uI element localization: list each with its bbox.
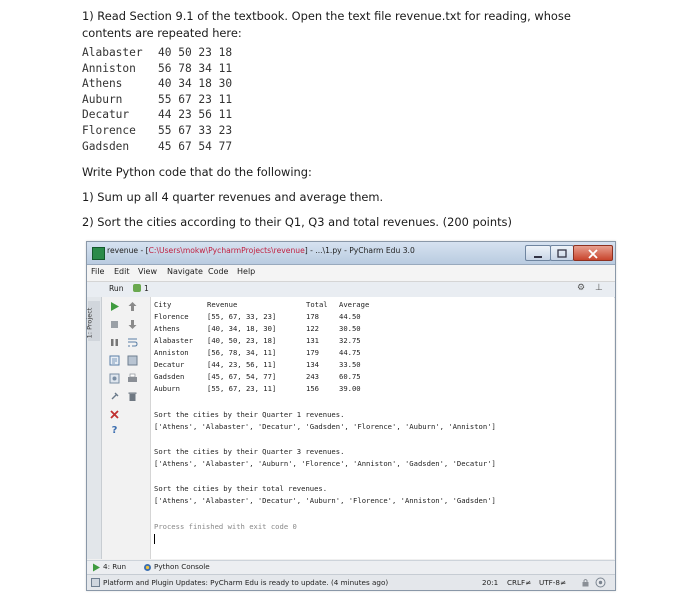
row-total: 179 (306, 348, 319, 357)
row-city: Decatur (154, 360, 185, 369)
pin-icon[interactable] (109, 391, 120, 402)
revenue-city: Auburn (82, 92, 123, 106)
pause-icon[interactable] (109, 337, 120, 348)
header-total: Total (306, 300, 328, 309)
run-toolbar (102, 297, 151, 559)
header-average: Average (339, 300, 370, 309)
menu-view[interactable]: View (138, 267, 157, 276)
menu-code[interactable]: Code (208, 267, 229, 276)
revenue-file-contents (82, 45, 232, 154)
revenue-city: Alabaster (82, 46, 143, 59)
line-separator[interactable]: CRLF≠ (507, 578, 532, 587)
q1-heading: Sort the cities by their Quarter 1 revenues. (154, 410, 345, 419)
row-revenue: [40, 50, 23, 18] (207, 336, 277, 345)
revenue-row (82, 107, 232, 123)
instruction-text: Write Python code that do the following: (82, 165, 312, 179)
row-revenue: [44, 23, 56, 11] (207, 360, 277, 369)
row-average: 32.75 (339, 336, 361, 345)
pycharm-app-icon (92, 247, 105, 260)
revenue-row (82, 76, 232, 92)
status-message[interactable]: Platform and Plugin Updates: PyCharm Edu is ready to update. (4 minutes ago) (103, 578, 389, 587)
minimize-icon (526, 247, 550, 261)
revenue-city: Gadsden (82, 139, 130, 153)
dump-threads-icon[interactable] (109, 355, 120, 366)
total-result: ['Athens', 'Alabaster', 'Decatur', 'Auburn', 'Florence', 'Anniston', 'Gadsden'] (154, 496, 496, 505)
header-revenue: Revenue (207, 300, 238, 309)
print-icon[interactable] (127, 373, 138, 384)
project-tab[interactable] (85, 301, 100, 341)
lock-icon[interactable] (581, 578, 590, 587)
row-average: 44.75 (339, 348, 361, 357)
close-icon (574, 247, 612, 261)
pycharm-window (86, 241, 616, 591)
revenue-values: 40 34 18 30 (158, 77, 233, 91)
row-city: Anniston (154, 348, 189, 357)
row-city: Athens (154, 324, 180, 333)
run-tab-icon (92, 563, 101, 572)
revenue-values: 44 23 56 11 (158, 108, 233, 122)
cursor-position[interactable]: 20:1 (482, 578, 499, 587)
menu-bar (87, 265, 615, 282)
row-revenue: [55, 67, 23, 11] (207, 384, 277, 393)
minimize-button[interactable] (525, 245, 551, 261)
row-average: 33.50 (339, 360, 361, 369)
revenue-row (82, 61, 232, 77)
revenue-values: 40 50 23 18 (158, 46, 233, 59)
task-1-text: 1) Sum up all 4 quarter revenues and average them. (82, 190, 384, 204)
row-city: Alabaster (154, 336, 193, 345)
q3-result: ['Athens', 'Alabaster', 'Auburn', 'Florence', 'Anniston', 'Gadsden', 'Decatur'] (154, 459, 496, 468)
rerun-icon[interactable] (109, 301, 120, 312)
settings-icon[interactable] (109, 373, 120, 384)
maximize-button[interactable] (550, 245, 574, 261)
run-label: Run (109, 284, 124, 293)
soft-wrap-icon[interactable] (127, 337, 138, 348)
question-title: 1) Read Section 9.1 of the textbook. Open the text file revenue.txt for reading, whose contents are repeated here: (82, 9, 571, 40)
revenue-city: Florence (82, 123, 136, 137)
tool-windows-icon[interactable] (91, 578, 100, 587)
row-total: 122 (306, 324, 319, 333)
run-tool-tab[interactable]: 4: Run (103, 562, 127, 571)
menu-help[interactable]: Help (237, 267, 256, 276)
menu-navigate[interactable]: Navigate (167, 267, 203, 276)
row-city: Auburn (154, 384, 180, 393)
menu-edit[interactable]: Edit (114, 267, 130, 276)
file-encoding[interactable]: UTF-8≠ (539, 578, 566, 587)
row-total: 134 (306, 360, 319, 369)
exit-message: Process finished with exit code 0 (154, 522, 297, 531)
revenue-values: 55 67 33 23 (158, 123, 233, 137)
row-average: 44.50 (339, 312, 361, 321)
run-console-output (151, 297, 614, 559)
text-cursor (154, 534, 155, 544)
revenue-row (82, 92, 232, 108)
row-average: 30.50 (339, 324, 361, 333)
q1-result: ['Athens', 'Alabaster', 'Decatur', 'Gadsden', 'Florence', 'Auburn', 'Anniston'] (154, 422, 496, 431)
header-city: City (154, 300, 172, 309)
row-average: 39.00 (339, 384, 361, 393)
revenue-city: Decatur (82, 108, 130, 122)
close-button[interactable] (573, 245, 613, 261)
row-revenue: [55, 67, 33, 23] (207, 312, 277, 321)
task-2-text: 2) Sort the cities according to their Q1, Q3 and total revenues. (200 points) (82, 215, 512, 229)
total-heading: Sort the cities by their total revenues. (154, 484, 328, 493)
project-tab-label: 1: Project (85, 307, 94, 339)
row-average: 60.75 (339, 372, 361, 381)
row-city: Gadsden (154, 372, 185, 381)
inspector-icon[interactable] (595, 577, 606, 588)
gear-icon[interactable]: ⚙ (577, 283, 586, 293)
revenue-row (82, 123, 232, 139)
status-bar (87, 574, 615, 590)
trash-icon[interactable] (127, 391, 138, 402)
row-total: 178 (306, 312, 319, 321)
row-total: 243 (306, 372, 319, 381)
q3-heading: Sort the cities by their Quarter 3 revenues. (154, 447, 345, 456)
window-titlebar (87, 242, 615, 265)
row-revenue: [45, 67, 54, 77] (207, 372, 277, 381)
bottom-tool-tabs (87, 560, 615, 574)
revenue-values: 45 67 54 77 (158, 139, 233, 153)
help-icon[interactable]: ? (111, 425, 118, 436)
close-run-icon[interactable] (109, 409, 120, 420)
python-console-icon (143, 563, 152, 572)
stop-icon[interactable] (109, 319, 120, 330)
revenue-city: Anniston (82, 61, 136, 75)
menu-file[interactable]: File (91, 267, 105, 276)
run-toolwindow-header (87, 282, 615, 298)
revenue-row (82, 45, 232, 61)
up-arrow-icon[interactable] (127, 301, 138, 312)
run-config-tab[interactable]: 1 (133, 284, 149, 293)
maximize-icon (551, 247, 573, 261)
revenue-values: 55 67 23 11 (158, 92, 233, 106)
window-title: revenue - [C:\Users\mokw\PycharmProjects\revenue] - ...\1.py - PyCharm Edu 3.0 (107, 246, 415, 255)
row-revenue: [40, 34, 18, 30] (207, 324, 277, 333)
row-city: Florence (154, 312, 189, 321)
row-total: 156 (306, 384, 319, 393)
down-arrow-icon[interactable] (127, 319, 138, 330)
hide-icon[interactable]: ⊥ (595, 283, 603, 293)
revenue-row (82, 139, 232, 155)
scroll-to-end-icon[interactable] (127, 355, 138, 366)
row-revenue: [56, 78, 34, 11] (207, 348, 277, 357)
row-total: 131 (306, 336, 319, 345)
revenue-city: Athens (82, 77, 123, 91)
python-console-tab[interactable]: Python Console (154, 562, 210, 571)
left-tool-strip (87, 297, 102, 559)
revenue-values: 56 78 34 11 (158, 61, 233, 75)
